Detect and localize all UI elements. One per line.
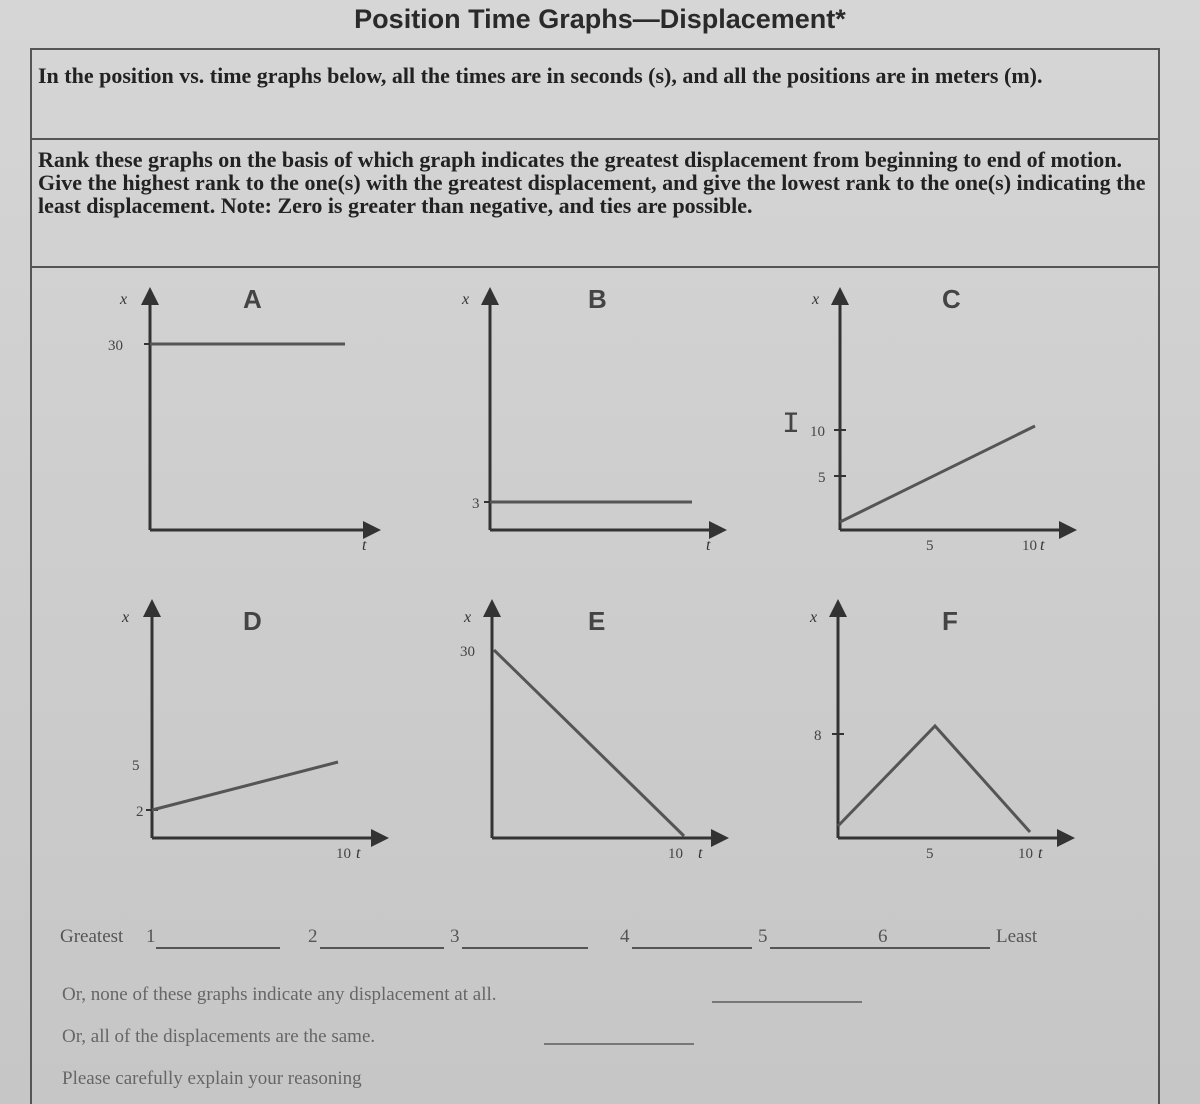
- graph-c-t-label: t: [1040, 537, 1045, 554]
- rank-2-number: 2: [308, 926, 318, 947]
- graph-b-t-label: t: [706, 537, 711, 554]
- graph-e-t-label: t: [698, 845, 703, 862]
- rank-3-blank[interactable]: [462, 946, 588, 949]
- graph-d-tick-t10: 10: [336, 846, 351, 862]
- graph-a-tick-30: 30: [108, 338, 123, 354]
- graph-b-tick-3: 3: [472, 496, 480, 512]
- graph-d: [121, 608, 380, 862]
- graph-d-tick-5: 5: [132, 758, 140, 774]
- graph-e-plot-line: [494, 650, 684, 836]
- text-cursor-icon: I: [782, 408, 801, 442]
- graph-f: [809, 608, 1066, 862]
- graph-f-plot-line: [838, 726, 1030, 832]
- rank-3-number: 3: [450, 926, 460, 947]
- graph-f-t-label: t: [1038, 845, 1043, 862]
- graph-a: [108, 291, 372, 554]
- intro-paragraph: In the position vs. time graphs below, all the times are in seconds (s), and all the positions are in meters (m).: [38, 63, 1043, 88]
- graph-c-tick-5: 5: [818, 470, 826, 486]
- option-none-text: Or, none of these graphs indicate any displacement at all.: [62, 984, 497, 1005]
- graph-d-t-label: t: [356, 845, 361, 862]
- option-explain-text: Please carefully explain your reasoning: [62, 1068, 362, 1089]
- graph-c-tick-t10: 10: [1022, 538, 1037, 554]
- graph-c-x-label: x: [812, 291, 820, 308]
- rank-6-number: 6: [878, 926, 888, 947]
- graph-f-tick-8: 8: [814, 728, 822, 744]
- graph-e-tick-30: 30: [460, 644, 475, 660]
- option-same-blank[interactable]: [544, 1042, 694, 1045]
- rank-4-number: 4: [620, 926, 630, 947]
- rank-5-blank[interactable]: [770, 946, 894, 949]
- graph-e-tick-t10: 10: [668, 846, 683, 862]
- graph-f-label: F: [942, 606, 958, 636]
- option-none-blank[interactable]: [712, 1000, 862, 1003]
- rank-1-blank[interactable]: [156, 946, 280, 949]
- graph-b: [461, 291, 718, 554]
- rank-2-blank[interactable]: [320, 946, 444, 949]
- graph-a-x-label: x: [120, 291, 128, 308]
- graph-c: [810, 291, 1068, 554]
- page-title: Position Time Graphs—Displacement*: [354, 4, 846, 34]
- graph-e: [460, 608, 720, 862]
- graph-c-tick-10: 10: [810, 424, 825, 440]
- rank-5-number: 5: [758, 926, 768, 947]
- graph-f-x-label: x: [810, 609, 818, 626]
- graph-d-tick-2: 2: [136, 804, 144, 820]
- graph-d-x-label: x: [122, 609, 130, 626]
- graph-f-tick-t5: 5: [926, 846, 934, 862]
- graph-b-label: B: [588, 284, 607, 314]
- greatest-label: Greatest: [60, 926, 124, 947]
- option-same-text: Or, all of the displacements are the same.: [62, 1026, 376, 1047]
- graph-c-tick-t5: 5: [926, 538, 934, 554]
- instructions-paragraph: Rank these graphs on the basis of which graph indicates the greatest displacement from beginning to end of motion. Give the highest rank to the one(s) with the greatest displacement, and give the lowest rank to the one(s) indicating the least displacement. Note: Zero is greater than negative, and ties are possible.: [38, 147, 1146, 218]
- least-label: Least: [996, 926, 1038, 947]
- graph-a-t-label: t: [362, 537, 367, 554]
- graph-d-label: D: [243, 606, 262, 636]
- rank-1-number: 1: [146, 926, 156, 947]
- rank-6-blank[interactable]: [890, 946, 990, 949]
- graph-c-plot-line: [840, 426, 1035, 522]
- graph-d-plot-line: [152, 762, 338, 810]
- graph-c-label: C: [942, 284, 961, 314]
- graph-a-label: A: [243, 284, 262, 314]
- graph-e-label: E: [588, 606, 606, 636]
- graph-f-tick-t10: 10: [1018, 846, 1033, 862]
- graph-b-x-label: x: [462, 291, 470, 308]
- graph-e-x-label: x: [464, 609, 472, 626]
- rank-4-blank[interactable]: [632, 946, 752, 949]
- ranking-row: [60, 926, 1160, 956]
